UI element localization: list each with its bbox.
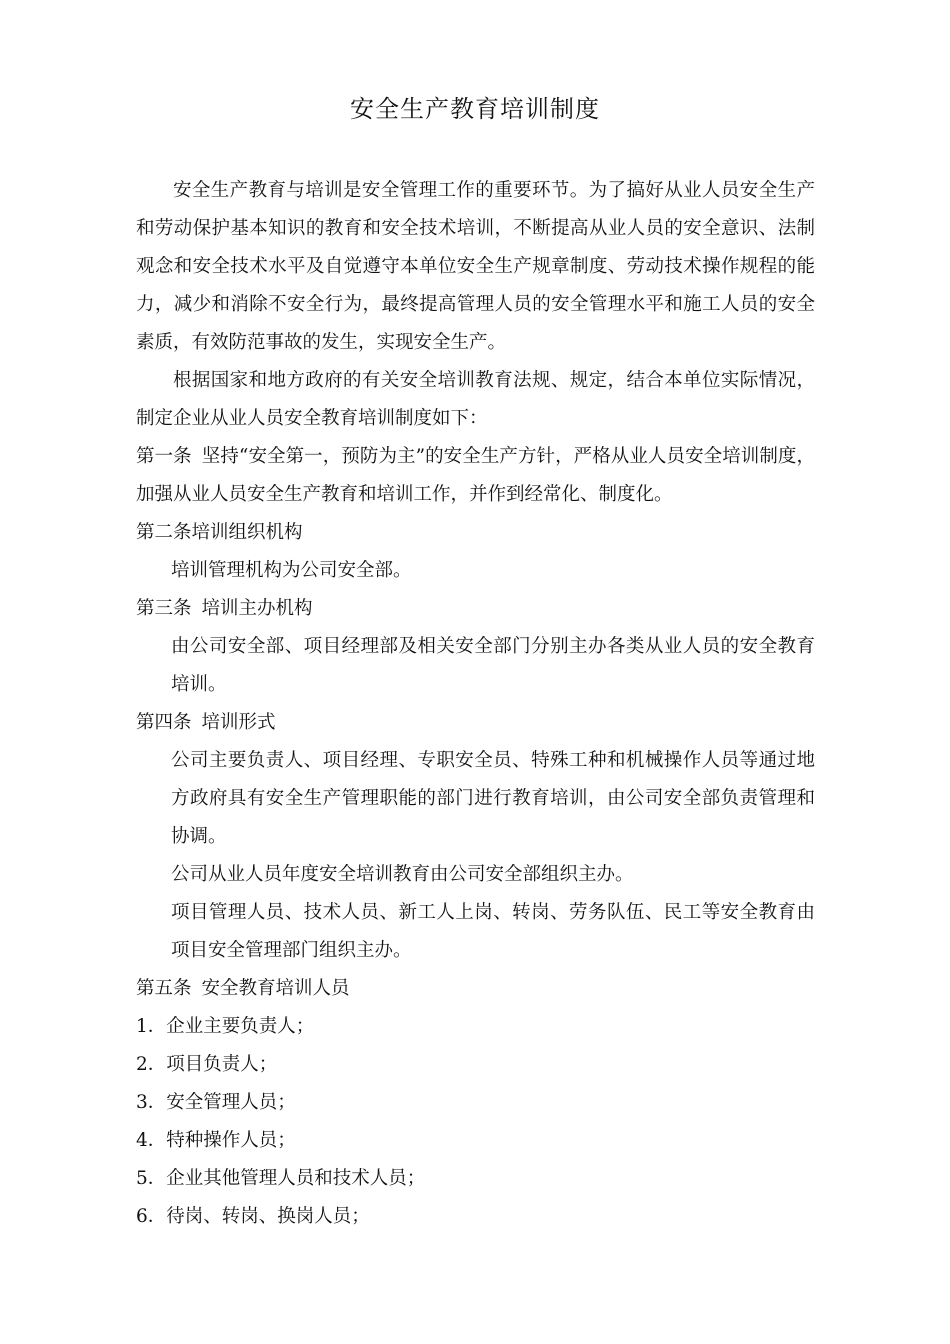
article-2-heading: 第二条培训组织机构	[136, 522, 303, 543]
intro-paragraph-1: 安全生产教育与培训是安全管理工作的重要环节。为了搞好从业人员安全生产和劳动保护基本知识的教育和安全技术培训，不断提高从业人员的安全意识、法制观念和安全技术水平及自觉遵守本单位安全生产规章制度、劳动技术操作规程的能力，减少和消除不安全行为，最终提高管理人员的安全管理水平和施工人员的安全素质，有效防范事故的发生，实现安全生产。	[136, 180, 815, 353]
article-4-body-1: 公司主要负责人、项目经理、专职安全员、特殊工种和机械操作人员等通过地方政府具有安全生产管理职能的部门进行教育培训，由公司安全部负责管理和协调。	[171, 750, 815, 847]
list-item: 4．特种操作人员；	[136, 1130, 296, 1151]
list-item: 3．安全管理人员；	[136, 1092, 296, 1113]
list-item: 1．企业主要负责人；	[136, 1016, 315, 1037]
article-2-body: 培训管理机构为公司安全部。	[171, 560, 412, 581]
article-4-label: 第四条	[136, 712, 192, 733]
document-title: 安全生产教育培训制度	[350, 95, 600, 123]
article-3-body: 由公司安全部、项目经理部及相关安全部门分别主办各类从业人员的安全教育培训。	[171, 636, 815, 695]
article-3-title: 培训主办机构	[201, 598, 313, 619]
article-4-title: 培训形式	[201, 712, 276, 733]
list-item: 2．项目负责人；	[136, 1054, 278, 1075]
article-5-heading	[136, 970, 815, 1008]
intro-paragraph-2: 根据国家和地方政府的有关安全培训教育法规、规定，结合本单位实际情况，制定企业从业人员安全教育培训制度如下：	[136, 370, 815, 429]
article-4-body-2: 公司从业人员年度安全培训教育由公司安全部组织主办。	[171, 864, 634, 885]
list-item: 6．待岗、转岗、换岗人员；	[136, 1206, 370, 1227]
article-5-label: 第五条	[136, 978, 192, 999]
article-4-heading	[136, 704, 815, 742]
article-3-label: 第三条	[136, 598, 192, 619]
document-body	[136, 172, 815, 1236]
article-1-label: 第一条	[136, 446, 192, 467]
article-5-title: 安全教育培训人员	[201, 978, 350, 999]
article-3-heading	[136, 590, 815, 628]
article-1	[136, 438, 815, 514]
article-4-body-3: 项目管理人员、技术人员、新工人上岗、转岗、劳务队伍、民工等安全教育由项目安全管理部门组织主办。	[171, 902, 815, 961]
article-1-text: 坚持“安全第一，预防为主”的安全生产方针，严格从业人员安全培训制度，加强从业人员安全生产教育和培训工作，并作到经常化、制度化。	[136, 446, 815, 505]
list-item: 5．企业其他管理人员和技术人员；	[136, 1168, 426, 1189]
